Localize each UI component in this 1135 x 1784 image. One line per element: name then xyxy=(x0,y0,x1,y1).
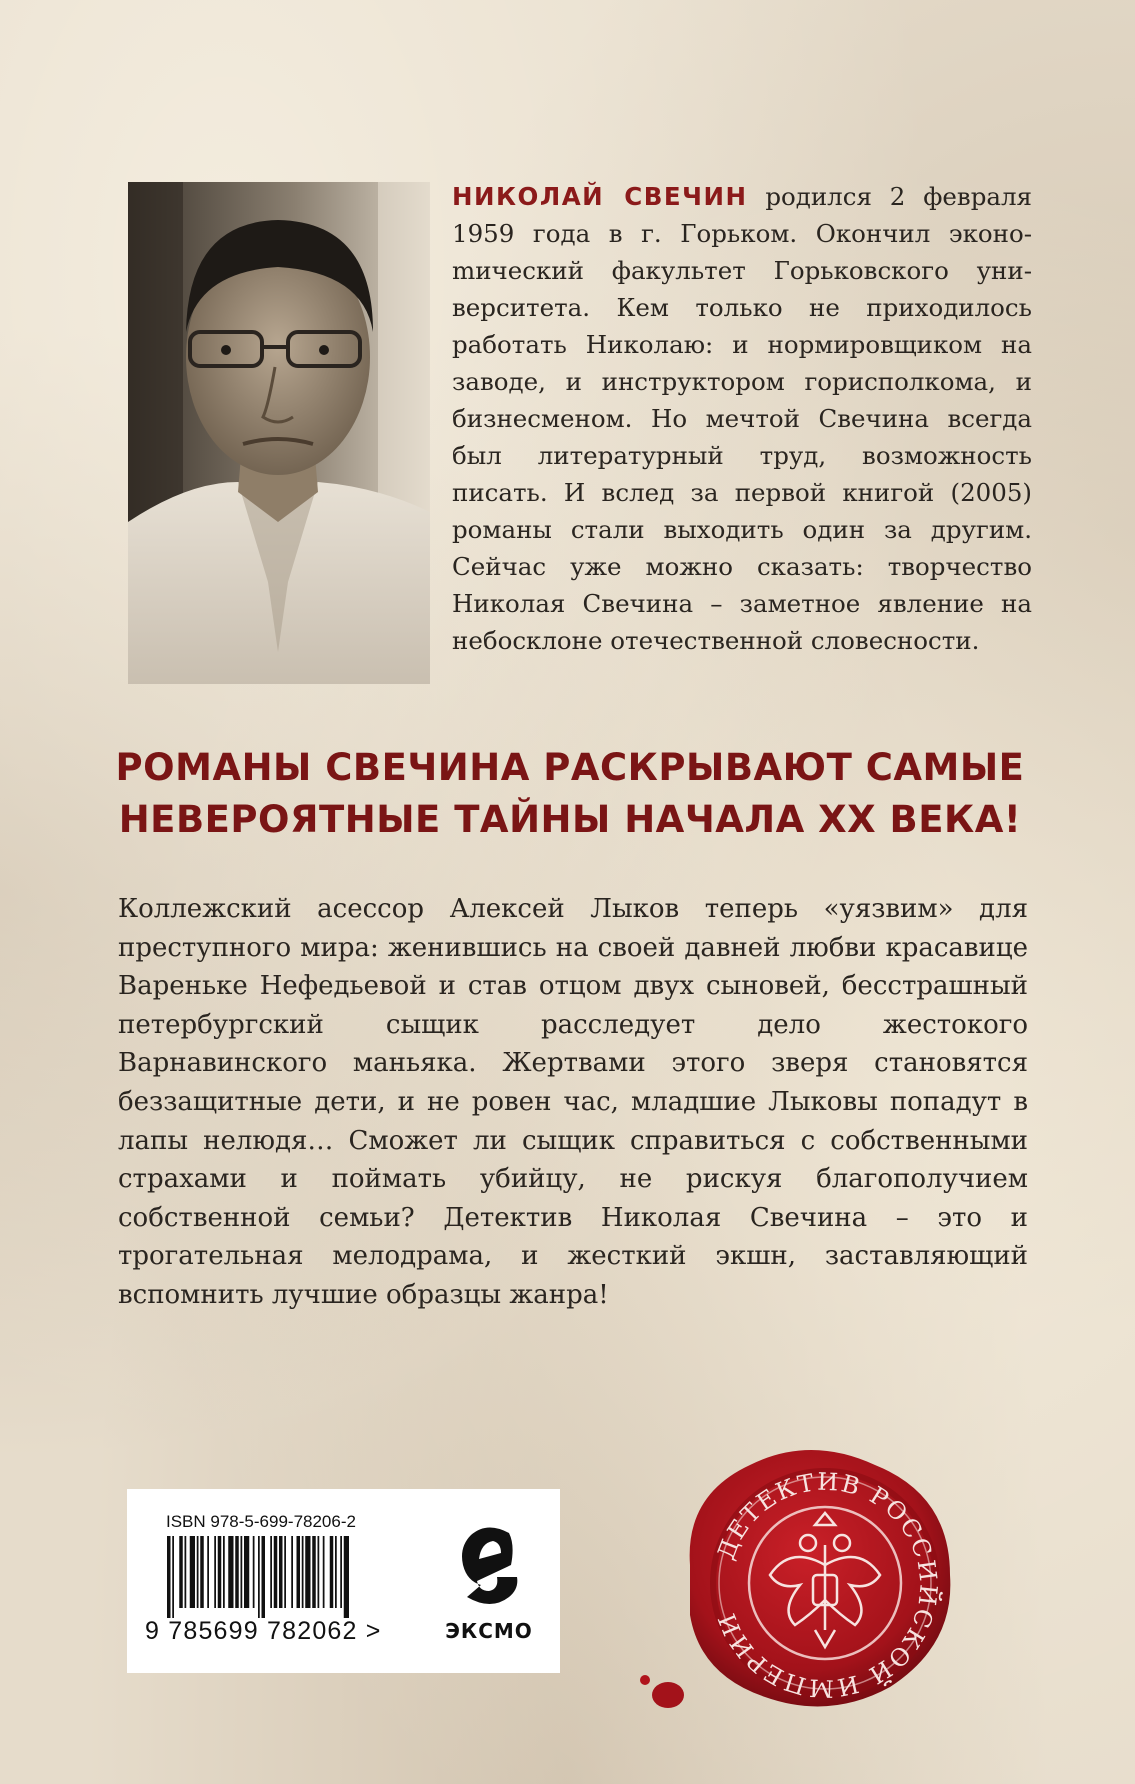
book-annotation: Коллежский асессор Алексей Лыков теперь «уязвим» для преступного мира: женившись на своей давней любви красавице Вареньке Нефедьевой и став отцом двух сыновей, бесстрашный петербургский сыщик расследует дело жестокого Варнавинского маньяка. Жертвами этого зверя становятся беззащитные дети, и не ровен час, младшие Лыковы попадут в лапы нелюдя… Сможет ли сыщик справиться с собственными страхами и поймать убийцу, не рискуя благополучием собственной семьи? Детектив Николая Свечина – это и трогательная мелодрама, и жесткий экшн, заставляющий вспомнить лучшие образцы жанра! xyxy=(118,894,1028,1310)
barcode-bar xyxy=(190,1536,195,1608)
publisher-name: ЭКСМО xyxy=(445,1619,533,1643)
barcode-bar xyxy=(218,1536,222,1608)
barcode-bar xyxy=(335,1536,337,1608)
barcode-bar xyxy=(207,1536,209,1608)
barcode-bar xyxy=(228,1536,233,1608)
barcode-bar xyxy=(270,1536,272,1608)
barcode-bar xyxy=(297,1536,301,1608)
barcode-bar xyxy=(223,1536,225,1608)
barcode-bars xyxy=(167,1536,407,1618)
barcode-bar xyxy=(340,1536,342,1608)
barcode-bar xyxy=(323,1536,325,1608)
barcode-bar xyxy=(241,1536,243,1608)
seal-text: ДЕТЕКТИВ РОССИЙСКОЙ ИМПЕРИИ xyxy=(711,1467,943,1703)
barcode-bar xyxy=(258,1536,260,1618)
wax-seal xyxy=(630,1425,1010,1725)
barcode-bar xyxy=(305,1536,310,1608)
barcode-bar xyxy=(253,1536,255,1608)
headline xyxy=(110,742,1030,846)
barcode-bar xyxy=(200,1536,204,1608)
barcode-bar xyxy=(279,1536,283,1608)
barcode-bar xyxy=(284,1536,286,1608)
author-portrait-image xyxy=(128,182,430,684)
barcode-bar xyxy=(214,1536,216,1608)
barcode-digits: 9 785699 782062 > xyxy=(145,1617,382,1645)
barcode-bar xyxy=(185,1536,187,1608)
headline-line-2: НЕВЕРОЯТНЫЕ ТАЙНЫ НАЧАЛА XX ВЕКА! xyxy=(118,798,1022,841)
barcode-bar xyxy=(318,1536,320,1608)
barcode-bar xyxy=(302,1536,304,1608)
barcode-bar xyxy=(344,1536,349,1618)
barcode-panel xyxy=(127,1489,560,1673)
barcode-bar xyxy=(179,1536,183,1608)
barcode-bar xyxy=(312,1536,316,1608)
author-photo xyxy=(128,182,430,684)
headline-line-1: РОМАНЫ СВЕЧИНА РАСКРЫВАЮТ САМЫЕ xyxy=(115,746,1025,789)
barcode-bar xyxy=(172,1536,174,1618)
barcode-bar xyxy=(235,1536,239,1608)
barcode-bar xyxy=(197,1536,199,1608)
eksmo-logo-icon xyxy=(457,1519,523,1615)
barcode-bar xyxy=(167,1536,171,1618)
author-name: НИКОЛАЙ СВЕЧИН xyxy=(452,182,748,211)
barcode-bar xyxy=(244,1536,249,1608)
author-bio-text: родился 2 февраля 1959 года в г. Горьком. Окончил эконоmический факультет Горьковского университета. Кем только не приходилось работать Николаю: и нормировщиком на заводе, и инструктором горисполкома, и бизнесменом. Но мечтой Свечина всегда был литературный труд, возможность писать. И вслед за первой книгой (2005) романы стали выходить один за другим. Сейчас уже можно сказать: творчество Николая Свечина – заметное явление на небосклоне отечественной словесности. xyxy=(452,182,1033,655)
barcode-bar xyxy=(262,1536,266,1618)
barcode-bar xyxy=(291,1536,293,1608)
isbn-label: ISBN 978-5-699-78206-2 xyxy=(166,1512,356,1531)
author-bio xyxy=(452,178,1032,659)
barcode-bar xyxy=(274,1536,278,1608)
barcode-bar xyxy=(330,1536,334,1608)
